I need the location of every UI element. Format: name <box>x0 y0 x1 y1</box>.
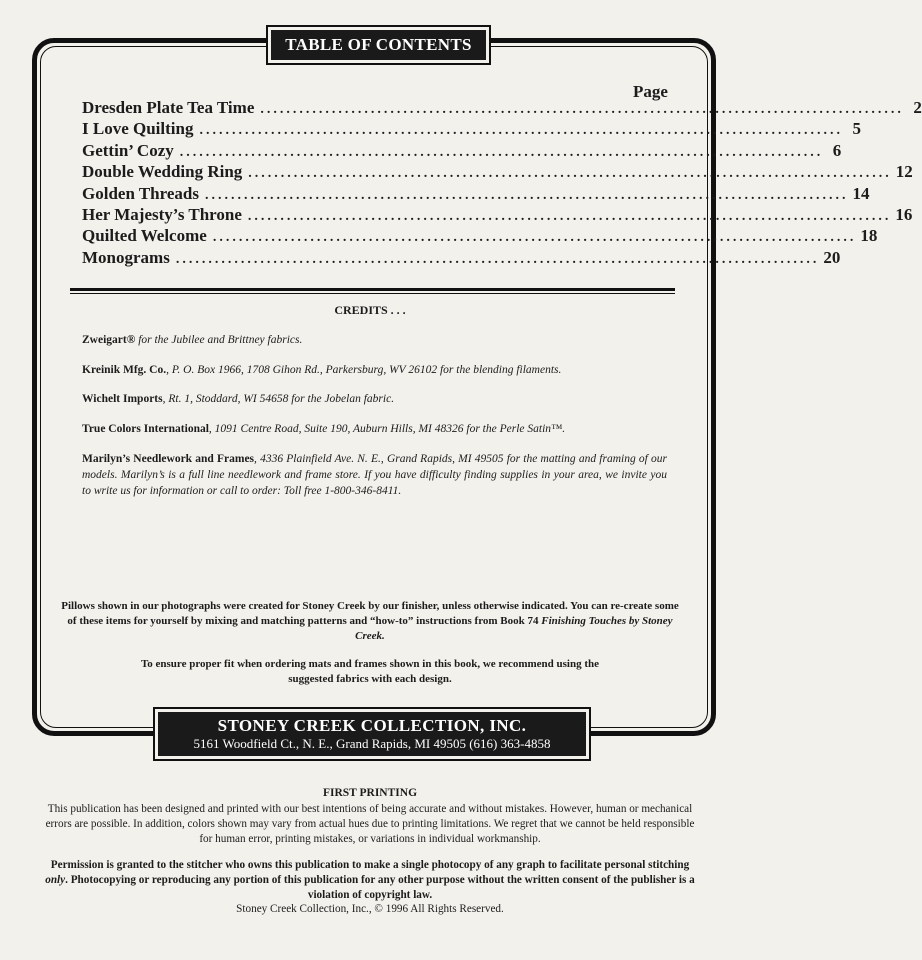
permission-text-2: . Photocopying or reproducing any portion of this publication for any other purpose without the written consent of the publisher is a violation of copyright law. <box>65 874 695 901</box>
permission-text-1: Permission is granted to the stitcher who owns this publication to make a single photocopy of any graph to facilitate personal stitching <box>50 859 690 871</box>
credit-detail: for the Jubilee and Brittney fabrics. <box>135 334 303 346</box>
credits-heading: CREDITS . . . <box>334 303 406 317</box>
toc-entry[interactable] <box>82 225 878 246</box>
printing-heading: FIRST PRINTING <box>322 787 418 799</box>
toc-entry-page: 2 <box>913 98 922 117</box>
pillows-notice-text: Pillows shown in our photographs were created for Stoney Creek by our finisher, unless otherwise indicated. You can re-create some of these items for yourself by mixing and matching patterns and “how-to” instructions from Book 74 <box>61 600 679 627</box>
toc-entry-page: 6 <box>832 140 842 160</box>
toc-entry-title: I Love Quilting <box>82 119 194 139</box>
toc-leader-dots: ................................................................................................... <box>260 102 904 117</box>
credit-detail: , 4336 Plainfield Ave. N. E., Grand Rapids, MI 49505 for the matting and framing of our models. Marilyn’s is a full line needlework and frame store. If you have difficulty finding supplies in your area, we invite you to write us for information or call to order: Toll free 1-800-346-8411. <box>82 453 668 497</box>
divider-rule <box>70 288 675 291</box>
copyright-line: Stoney Creek Collection, Inc., © 1996 All Rights Reserved. <box>236 903 504 915</box>
credit-item <box>82 451 667 499</box>
credit-item <box>82 362 667 378</box>
toc-entry[interactable] <box>82 161 913 182</box>
publisher-name: STONEY CREEK COLLECTION, INC. <box>217 716 527 735</box>
toc-leader-dots: ................................................................................................... <box>212 230 857 246</box>
credit-detail: , P. O. Box 1966, 1708 Gihon Rd., Parkersburg, WV 26102 for the blending filaments. <box>166 364 562 376</box>
credit-name: Marilyn’s Needlework and Frames <box>82 453 255 465</box>
credit-name: True Colors International <box>82 423 209 435</box>
credit-item <box>82 332 667 348</box>
divider-rule-thin <box>70 293 675 294</box>
toc-entry-title: Golden Threads <box>82 183 199 203</box>
pillows-notice <box>60 599 680 644</box>
toc-leader-dots: ................................................................................................... <box>179 144 824 160</box>
toc-entry-title: Quilted Welcome <box>82 226 207 246</box>
toc-leader-dots: ................................................................................................... <box>205 187 849 203</box>
toc-entry[interactable] <box>82 204 913 225</box>
credit-name: Kreinik Mfg. Co. <box>82 364 167 376</box>
toc-entry[interactable] <box>82 140 842 161</box>
toc-entry-title: Her Majesty’s Throne <box>82 204 242 224</box>
toc-entry-page: 20 <box>823 247 841 267</box>
toc-entry-title: Double Wedding Ring <box>82 162 243 182</box>
toc-heading-box <box>266 25 491 65</box>
toc-leader-dots: ................................................................................................... <box>175 251 820 267</box>
publisher-address: 5161 Woodfield Ct., N. E., Grand Rapids, MI 49505 (616) 363-4858 <box>193 736 551 751</box>
credit-detail: , 1091 Centre Road, Suite 190, Auburn Hills, MI 48326 for the Perle Satin™. <box>208 423 566 435</box>
publisher-banner <box>153 707 591 761</box>
toc-entry-page: 14 <box>852 183 870 203</box>
toc-list <box>82 97 922 268</box>
permission-emphasis: only <box>45 874 66 886</box>
toc-leader-dots: ................................................................................................... <box>199 123 843 139</box>
toc-leader-dots: ................................................................................................... <box>248 166 892 182</box>
credit-item <box>82 391 667 407</box>
toc-leader-dots: ................................................................................................... <box>247 208 892 224</box>
credit-name: Zweigart® <box>82 334 136 346</box>
page-column-label: Page <box>633 82 668 101</box>
toc-entry-page: 5 <box>852 119 861 139</box>
toc-entry[interactable] <box>82 183 870 204</box>
toc-entry[interactable] <box>82 97 922 118</box>
fit-notice: To ensure proper fit when ordering mats and frames shown in this book, we recommend using the suggested fabrics with each design. <box>140 658 600 685</box>
credit-detail: , Rt. 1, Stoddard, WI 54658 for the Jobelan fabric. <box>162 393 395 405</box>
toc-entry-page: 18 <box>860 226 878 246</box>
toc-heading: TABLE OF CONTENTS <box>271 30 486 60</box>
toc-entry-title: Dresden Plate Tea Time <box>82 98 255 117</box>
toc-entry-page: 12 <box>895 162 913 182</box>
toc-entry[interactable] <box>82 247 841 268</box>
pillows-book-title: Finishing Touches by Stoney Creek. <box>355 615 673 642</box>
toc-entry-page: 16 <box>895 204 913 224</box>
toc-entry-title: Gettin’ Cozy <box>82 140 174 160</box>
credit-name: Wichelt Imports <box>82 393 163 405</box>
permission-notice <box>45 858 695 903</box>
printing-disclaimer: This publication has been designed and printed with our best intentions of being accurate and without mistakes. However, human or mechanical errors are possible. In addition, colors shown may vary from actual hues due to printing limitations. We regret that we cannot be held responsible for human error, printing mistakes, or variations in individual workmanship. <box>45 803 695 845</box>
toc-entry[interactable] <box>82 118 861 139</box>
toc-entry-title: Monograms <box>82 247 170 267</box>
publisher-banner-inner <box>158 712 586 756</box>
credit-item <box>82 421 667 437</box>
